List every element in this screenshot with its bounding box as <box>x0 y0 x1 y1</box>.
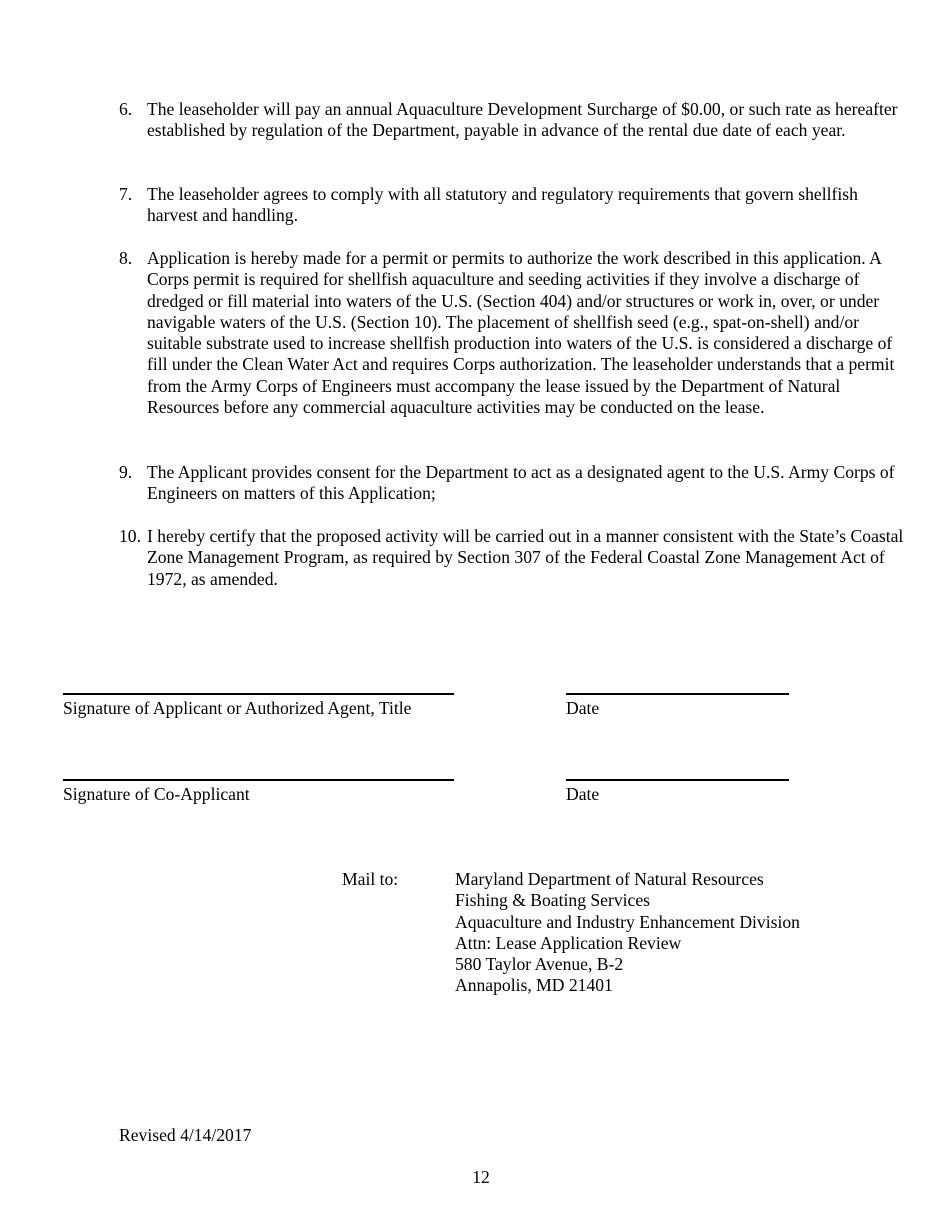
address-line: Annapolis, MD 21401 <box>455 975 613 996</box>
co-applicant-date-label: Date <box>566 784 600 804</box>
applicant-date-line[interactable] <box>566 693 789 695</box>
address-line: Attn: Lease Application Review <box>455 932 682 953</box>
address-line: 580 Taylor Avenue, B-2 <box>455 954 624 975</box>
list-item-number: 7. <box>119 184 133 204</box>
list-item-text: The leaseholder agrees to comply with all statutory and regulatory requirements that govern shellfish harvest and handling. <box>147 184 858 226</box>
mail-to-label: Mail to: <box>342 869 399 889</box>
list-item-text: The Applicant provides consent for the Department to act as a designated agent to the U.S. Army Corps of Engineers on matters of this Application; <box>147 462 895 504</box>
list-item-text: Application is hereby made for a permit or permits to authorize the work described in this application. A Corps permit is required for shellfish aquaculture and seeding activities if they involve a discharge of dredged or fill material into waters of the U.S. (Section 404) and/or structures or work in, over, or under navigable waters of the U.S. (Section 10). The placement of shellfish seed (e.g., spat-on-shell) and/or suitable substrate used to increase shellfish production into waters of the U.S. is considered a discharge of fill under the Clean Water Act and requires Corps authorization. The leaseholder understands that a permit from the Army Corps of Engineers must accompany the lease issued by the Department of Natural Resources before any commercial aquaculture activities may be conducted on the lease. <box>147 248 895 418</box>
revision-date: Revised 4/14/2017 <box>119 1125 252 1145</box>
co-applicant-signature-label: Signature of Co-Applicant <box>63 784 250 804</box>
list-item-8 <box>119 248 909 418</box>
list-item-7 <box>119 184 909 227</box>
applicant-signature-line[interactable] <box>63 693 454 695</box>
applicant-date-label: Date <box>566 698 600 718</box>
list-item-6 <box>119 99 909 142</box>
applicant-signature-label: Signature of Applicant or Authorized Agent, Title <box>63 698 412 718</box>
address-line: Maryland Department of Natural Resources <box>455 869 764 889</box>
list-item-text: I hereby certify that the proposed activity will be carried out in a manner consistent with the State’s Coastal Zone Management Program, as required by Section 307 of the Federal Coastal Zone Management Act of 1972, as amended. <box>147 526 904 589</box>
mail-address <box>455 869 800 997</box>
list-item-number: 6. <box>119 99 133 119</box>
page-number: 12 <box>472 1167 490 1187</box>
co-applicant-signature-line[interactable] <box>63 779 454 781</box>
list-item-text: The leaseholder will pay an annual Aquaculture Development Surcharge of $0.00, or such rate as hereafter established by regulation of the Department, payable in advance of the rental due date of each year. <box>147 99 898 141</box>
list-item-number: 9. <box>119 462 133 482</box>
co-applicant-date-line[interactable] <box>566 779 789 781</box>
list-item-number: 8. <box>119 248 133 268</box>
list-item-9 <box>119 462 909 505</box>
list-item-10 <box>119 526 909 590</box>
list-item-number: 10. <box>119 526 141 546</box>
address-line: Aquaculture and Industry Enhancement Division <box>455 911 800 932</box>
address-line: Fishing & Boating Services <box>455 890 650 911</box>
